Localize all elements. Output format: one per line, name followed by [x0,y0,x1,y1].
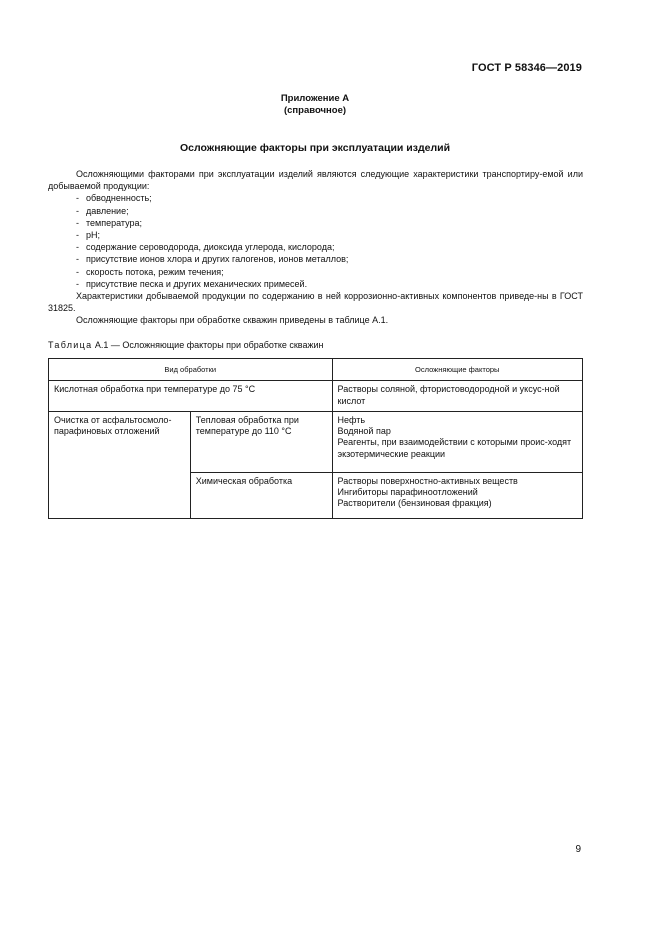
table-reference-paragraph: Осложняющие факторы при обработке скважин приведены в таблице А.1. [76,315,389,326]
list-item: - присутствие ионов хлора и других галогенов, ионов металлов; [76,254,349,265]
appendix-status: (справочное) [283,104,347,116]
composition-paragraph: Характеристики добываемой продукции по содержанию в ней коррозионно-активных компонентов приведе-ны в ГОСТ 31825. [48,291,583,314]
section-title: Осложняющие факторы при эксплуатации изделий [179,142,451,154]
table-row [49,381,583,412]
page-number: 9 [575,844,581,855]
cell-acid-treatment: Кислотная обработка при температуре до 75 °С [49,381,333,412]
cell-chemical-factors: Растворы поверхностно-активных веществ Ингибиторы парафиноотложений Растворители (бензиновая фракция) [332,472,583,518]
list-item: - обводненность; [76,193,152,204]
cell-thermal-factors: Нефть Водяной пар Реагенты, при взаимодействии с которыми проис-ходят экзотермические реакции [332,411,583,472]
body-text [48,168,583,327]
list-item: - pH; [76,230,101,241]
intro-paragraph: Осложняющими факторами при эксплуатации изделий являются следующие характеристики транспортиру-емой или добываемой продукции: [48,169,583,192]
list-item: - скорость потока, режим течения; [76,266,224,277]
table-caption: Таблица А.1 — Осложняющие факторы при обработке скважин [48,340,324,350]
header-treatment-type: Вид обработки [49,359,333,381]
treatment-factors-table [48,358,583,519]
header-factors: Осложняющие факторы [332,359,583,381]
table-header-row [49,359,583,381]
appendix-heading [0,93,630,116]
cell-asphalt-cleaning: Очистка от асфальтосмоло-парафиновых отложений [49,411,191,518]
list-item: - содержание сероводорода, диоксида углерода, кислорода; [76,242,335,253]
standard-code: ГОСТ Р 58346—2019 [471,62,582,74]
appendix-label: Приложение А [280,93,350,104]
list-item: - температура; [76,217,143,228]
list-item: - давление; [76,205,129,216]
list-item: - присутствие песка и других механических примесей. [76,278,308,289]
cell-acid-factors: Растворы соляной, фтористоводородной и уксус-ной кислот [332,381,583,412]
factor-list [48,192,583,290]
table-row [49,411,583,472]
cell-chemical-method: Химическая обработка [190,472,332,518]
cell-thermal-method: Тепловая обработка при температуре до 110 °С [190,411,332,472]
